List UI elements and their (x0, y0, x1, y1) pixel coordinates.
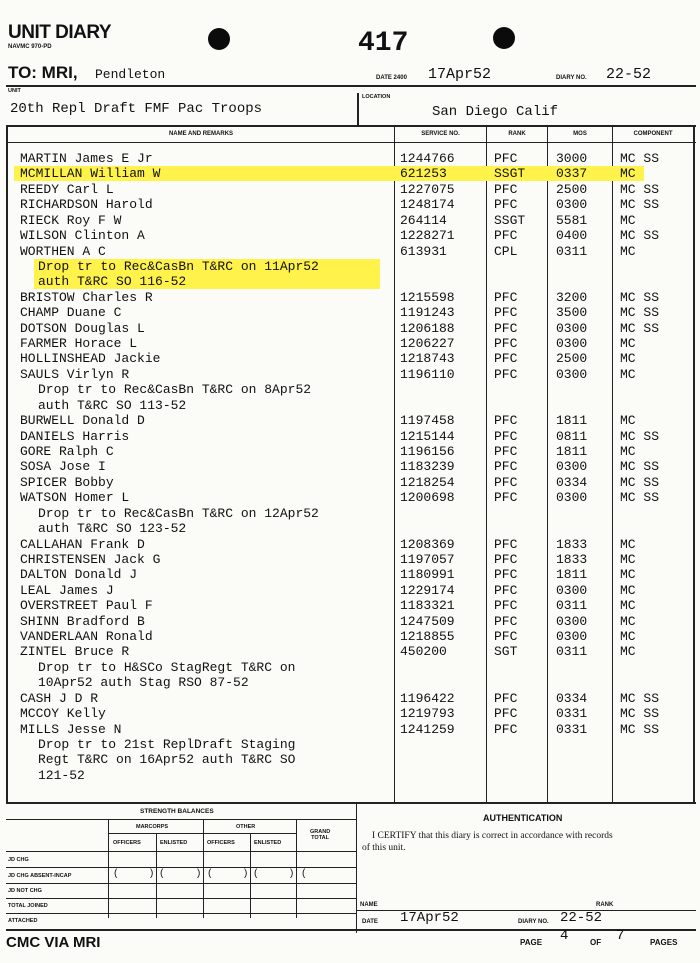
entry-mos: 3000 (556, 151, 588, 166)
entry-component: MC SS (620, 428, 660, 444)
entry-component: MC (620, 567, 636, 583)
entry-name: WILSON Clinton A (20, 228, 145, 244)
entry-component: MC (620, 336, 636, 352)
entry-component: MC SS (620, 181, 660, 197)
entry-service-no: 1197057 (400, 551, 455, 567)
entry-service-no: 264114 (400, 212, 447, 228)
entry-mos: 3500 (556, 305, 588, 321)
footer-diary-no: 22-52 (560, 910, 603, 926)
entry-mos: 1833 (556, 536, 588, 552)
name-label: NAME (360, 902, 378, 908)
entry-name: Regt T&RC on 16Apr52 auth T&RC SO (38, 752, 296, 768)
table-row (0, 429, 700, 444)
table-row (0, 305, 700, 320)
entry-service-no: 613931 (400, 243, 447, 259)
entry-name: auth T&RC SO 116-52 (38, 274, 187, 290)
entry-mos: 0300 (556, 582, 588, 598)
officers-header: OFFICERS (207, 840, 235, 846)
entry-component: MC (620, 443, 636, 459)
entry-rank: PFC (494, 305, 518, 321)
entry-name: auth T&RC SO 123-52 (38, 521, 187, 537)
strength-row-label: JD CHG ABSENT-INCAP (8, 873, 72, 879)
entry-name: Drop tr to Rec&CasBn T&RC on 11Apr52 (38, 258, 319, 274)
diary-no-value: 22-52 (606, 66, 652, 83)
entry-service-no: 1183239 (400, 459, 455, 475)
remark-row (0, 382, 700, 397)
cmc-via-mri: CMC VIA MRI (6, 934, 101, 951)
entry-component: MC (620, 582, 636, 598)
entry-name: OVERSTREET Paul F (20, 598, 153, 614)
entry-name: RIECK Roy F W (20, 212, 122, 228)
entry-mos: 0400 (556, 228, 588, 244)
entry-rank: PFC (494, 490, 518, 506)
entry-mos: 2500 (556, 181, 588, 197)
entry-rank: PFC (494, 228, 518, 244)
of-label: OF (590, 938, 602, 947)
location-value: San Diego Calif (432, 104, 559, 120)
entry-component: MC SS (620, 459, 660, 475)
entry-name: DANIELS Harris (20, 428, 130, 444)
entry-service-no: 1215144 (400, 428, 455, 444)
entry-rank: PFC (494, 721, 518, 737)
table-row (0, 351, 700, 366)
entry-name: MARTIN James E Jr (20, 151, 153, 166)
strength-row-label: JD NOT CHG (8, 888, 42, 894)
entry-component: MC (620, 366, 636, 382)
entry-service-no: 1196156 (400, 443, 455, 459)
remark-row (0, 259, 700, 274)
entry-service-no: 1248174 (400, 197, 455, 213)
entry-component: MC SS (620, 151, 660, 166)
entry-rank: PFC (494, 459, 518, 475)
entry-mos: 0311 (556, 644, 588, 660)
table-row (0, 336, 700, 351)
entry-service-no: 1200698 (400, 490, 455, 506)
entry-rank: PFC (494, 443, 518, 459)
table-row (0, 567, 700, 582)
entry-rank: PFC (494, 366, 518, 382)
entry-name: MCCOY Kelly (20, 706, 106, 722)
entry-name: SAULS Virlyn R (20, 366, 130, 382)
punch-hole (493, 27, 515, 49)
entry-rank: SGT (494, 644, 518, 660)
entry-service-no: 1227075 (400, 181, 455, 197)
entry-rank: PFC (494, 320, 518, 336)
strength-row-label: ATTACHED (8, 918, 38, 924)
strength-balances-title: STRENGTH BALANCES (140, 808, 214, 815)
entry-service-no: 1215598 (400, 289, 455, 305)
officers-header: OFFICERS (113, 840, 141, 846)
to-label: TO: MRI, (8, 63, 78, 82)
entry-component: MC SS (620, 474, 660, 490)
entry-service-no: 1191243 (400, 305, 455, 321)
entry-component: MC SS (620, 197, 660, 213)
entry-service-no: 1241259 (400, 721, 455, 737)
page-label: PAGE (520, 938, 543, 947)
table-row (0, 444, 700, 459)
authentication-text-line1: I CERTIFY that this diary is correct in accordance with records (372, 831, 613, 841)
col-header-mos: MOS (573, 131, 587, 137)
entry-rank: PFC (494, 151, 518, 166)
entry-component: MC SS (620, 690, 660, 706)
entry-mos: 0334 (556, 690, 588, 706)
footer-date: 17Apr52 (400, 910, 459, 926)
table-row (0, 197, 700, 212)
entry-rank: PFC (494, 567, 518, 583)
entry-component: MC SS (620, 320, 660, 336)
enlisted-header: ENLISTED (160, 840, 188, 846)
entry-service-no: 1196110 (400, 366, 455, 382)
remark-row (0, 737, 700, 752)
entry-component: MC (620, 166, 636, 182)
table-row (0, 459, 700, 474)
table-row (0, 413, 700, 428)
entry-service-no: 1180991 (400, 567, 455, 583)
entry-service-no: 621253 (400, 166, 447, 182)
entry-name: 121-52 (38, 767, 85, 783)
entry-rank: PFC (494, 582, 518, 598)
entry-service-no: 1196422 (400, 690, 455, 706)
entry-rank: PFC (494, 428, 518, 444)
table-row (0, 475, 700, 490)
entry-mos: 0300 (556, 613, 588, 629)
table-row (0, 691, 700, 706)
pages-label: PAGES (650, 938, 678, 947)
entry-mos: 0300 (556, 459, 588, 475)
entry-rank: PFC (494, 629, 518, 645)
grand-total-header: GRAND TOTAL (310, 829, 331, 841)
entry-component: MC (620, 243, 636, 259)
entry-mos: 0300 (556, 629, 588, 645)
entry-service-no: 1218743 (400, 351, 455, 367)
entry-name: SOSA Jose I (20, 459, 106, 475)
entry-name: CHAMP Duane C (20, 305, 122, 321)
table-row (0, 552, 700, 567)
table-row (0, 228, 700, 243)
table-row (0, 290, 700, 305)
entry-component: MC SS (620, 228, 660, 244)
entry-component: MC (620, 536, 636, 552)
entry-name: MILLS Jesse N (20, 721, 122, 737)
entry-name: CASH J D R (20, 690, 99, 706)
paren-right: ) (197, 868, 201, 879)
entry-component: MC SS (620, 721, 660, 737)
table-row (0, 629, 700, 644)
entry-name: DOTSON Douglas L (20, 320, 145, 336)
entry-name: ZINTEL Bruce R (20, 644, 130, 660)
entry-mos: 0311 (556, 598, 588, 614)
entry-mos: 0811 (556, 428, 588, 444)
entry-component: MC (620, 613, 636, 629)
enlisted-header: ENLISTED (254, 840, 282, 846)
paren-left: ( (114, 868, 118, 879)
remark-row (0, 660, 700, 675)
table-row (0, 598, 700, 613)
table-row (0, 706, 700, 721)
entry-mos: 0331 (556, 721, 588, 737)
entry-name: REEDY Carl L (20, 181, 114, 197)
entry-component: MC (620, 644, 636, 660)
remark-row (0, 274, 700, 289)
entry-rank: CPL (494, 243, 518, 259)
entry-service-no: 1228271 (400, 228, 455, 244)
entry-service-no: 1206227 (400, 336, 455, 352)
col-header-name: NAME AND REMARKS (168, 131, 234, 137)
entry-mos: 0300 (556, 336, 588, 352)
entry-component: MC (620, 551, 636, 567)
entry-name: Drop tr to Rec&CasBn T&RC on 8Apr52 (38, 382, 312, 398)
stamped-number: 417 (358, 28, 409, 59)
entry-rank: PFC (494, 474, 518, 490)
diary-no-label: DIARY NO. (556, 75, 587, 81)
entry-service-no: 1218254 (400, 474, 455, 490)
entry-service-no: 1247509 (400, 613, 455, 629)
footer-date-label: DATE (362, 919, 378, 925)
form-title: UNIT DIARY (8, 22, 112, 43)
entry-rank: PFC (494, 336, 518, 352)
table-row (0, 537, 700, 552)
entry-mos: 0300 (556, 320, 588, 336)
entry-service-no: 450200 (400, 644, 447, 660)
entry-name: Drop tr to Rec&CasBn T&RC on 12Apr52 (38, 505, 319, 521)
table-row (0, 213, 700, 228)
entry-rank: PFC (494, 197, 518, 213)
entry-name: auth T&RC SO 113-52 (38, 397, 187, 413)
entry-name: BRISTOW Charles R (20, 289, 153, 305)
table-row (0, 722, 700, 737)
remark-row (0, 675, 700, 690)
form-number: NAVMC 970-PD (8, 44, 52, 50)
remark-row (0, 398, 700, 413)
table-row (0, 367, 700, 382)
entry-rank: PFC (494, 536, 518, 552)
col-header-component: COMPONENT (633, 131, 673, 137)
entry-mos: 0331 (556, 706, 588, 722)
strength-row-label: TOTAL JOINED (8, 903, 48, 909)
paren-left: ( (302, 868, 306, 879)
location-label: LOCATION (362, 94, 391, 100)
entry-name: CALLAHAN Frank D (20, 536, 145, 552)
entry-name: WORTHEN A C (20, 243, 106, 259)
entry-rank: PFC (494, 613, 518, 629)
entry-name: Drop tr to 21st ReplDraft Staging (38, 736, 296, 752)
table-row (0, 644, 700, 659)
entry-rank: PFC (494, 598, 518, 614)
entry-rank: PFC (494, 690, 518, 706)
entry-mos: 5581 (556, 212, 588, 228)
rank-label: RANK (596, 902, 614, 908)
remark-row (0, 506, 700, 521)
remark-row (0, 768, 700, 783)
marcorps-header: MARCORPS (136, 824, 169, 830)
entry-component: MC SS (620, 706, 660, 722)
destination: Pendleton (95, 67, 166, 82)
entry-component: MC SS (620, 490, 660, 506)
paren-right: ) (150, 868, 154, 879)
table-row (0, 182, 700, 197)
entry-component: MC (620, 598, 636, 614)
col-header-rank: RANK (508, 131, 526, 137)
col-header-service-no: SERVICE NO. (421, 131, 460, 137)
entry-service-no: 1244766 (400, 151, 455, 166)
entry-rank: PFC (494, 551, 518, 567)
entry-component: MC (620, 212, 636, 228)
entry-service-no: 1206188 (400, 320, 455, 336)
entry-name: SPICER Bobby (20, 474, 114, 490)
entry-mos: 1811 (556, 567, 588, 583)
entry-service-no: 1229174 (400, 582, 455, 598)
entry-mos: 0311 (556, 243, 588, 259)
entry-rank: PFC (494, 413, 518, 429)
paren-left: ( (160, 868, 164, 879)
other-header: OTHER (236, 824, 256, 830)
entry-name: SHINN Bradford B (20, 613, 145, 629)
entry-name: Drop tr to H&SCo StagRegt T&RC on (38, 659, 296, 675)
entry-rank: SSGT (494, 166, 526, 182)
entry-service-no: 1208369 (400, 536, 455, 552)
entry-rank: PFC (494, 289, 518, 305)
date-label: DATE 2400 (376, 75, 407, 81)
entry-service-no: 1218855 (400, 629, 455, 645)
entry-name: RICHARDSON Harold (20, 197, 153, 213)
strength-row-label: JD CHG (8, 857, 29, 863)
entry-service-no: 1183321 (400, 598, 455, 614)
footer-diary-no-label: DIARY NO. (518, 919, 549, 925)
entry-component: MC (620, 413, 636, 429)
entry-component: MC (620, 629, 636, 645)
date-value: 17Apr52 (428, 66, 492, 83)
entry-mos: 0334 (556, 474, 588, 490)
entry-name: GORE Ralph C (20, 443, 114, 459)
paren-left: ( (254, 868, 258, 879)
entry-name: CHRISTENSEN Jack G (20, 551, 161, 567)
entry-name: WATSON Homer L (20, 490, 130, 506)
authentication-title: AUTHENTICATION (483, 813, 563, 823)
entry-service-no: 1219793 (400, 706, 455, 722)
entry-mos: 0300 (556, 490, 588, 506)
entry-name: VANDERLAAN Ronald (20, 629, 153, 645)
entry-name: DALTON Donald J (20, 567, 138, 583)
remark-row (0, 521, 700, 536)
table-row (0, 151, 700, 166)
entry-name: LEAL James J (20, 582, 114, 598)
entry-mos: 1833 (556, 551, 588, 567)
entry-name: HOLLINSHEAD Jackie (20, 351, 161, 367)
entry-rank: SSGT (494, 212, 526, 228)
entry-mos: 0300 (556, 366, 588, 382)
entry-rank: PFC (494, 181, 518, 197)
entry-service-no: 1197458 (400, 413, 455, 429)
paren-right: ) (244, 868, 248, 879)
entry-rank: PFC (494, 706, 518, 722)
entry-mos: 1811 (556, 413, 588, 429)
paren-left: ( (208, 868, 212, 879)
entry-component: MC SS (620, 289, 660, 305)
entry-component: MC SS (620, 305, 660, 321)
entry-mos: 3200 (556, 289, 588, 305)
entry-component: MC (620, 351, 636, 367)
entry-name: 10Apr52 auth Stag RSO 87-52 (38, 675, 249, 691)
entry-name: FARMER Horace L (20, 336, 138, 352)
table-row (0, 166, 700, 181)
entry-mos: 0337 (556, 166, 588, 182)
authentication-text-line2: of this unit. (362, 843, 406, 853)
table-row (0, 321, 700, 336)
table-row (0, 490, 700, 505)
entry-mos: 0300 (556, 197, 588, 213)
paren-right: ) (290, 868, 294, 879)
unit-value: 20th Repl Draft FMF Pac Troops (10, 101, 263, 117)
table-row (0, 614, 700, 629)
page-total: 7 (616, 928, 625, 944)
page-number: 4 (560, 928, 569, 944)
unit-label: UNIT (8, 88, 21, 94)
remark-row (0, 752, 700, 767)
entry-rank: PFC (494, 351, 518, 367)
entry-name: MCMILLAN William W (20, 166, 161, 182)
entry-mos: 1811 (556, 443, 588, 459)
entry-mos: 2500 (556, 351, 588, 367)
punch-hole (208, 28, 230, 50)
table-row (0, 244, 700, 259)
entry-name: BURWELL Donald D (20, 413, 145, 429)
table-row (0, 583, 700, 598)
